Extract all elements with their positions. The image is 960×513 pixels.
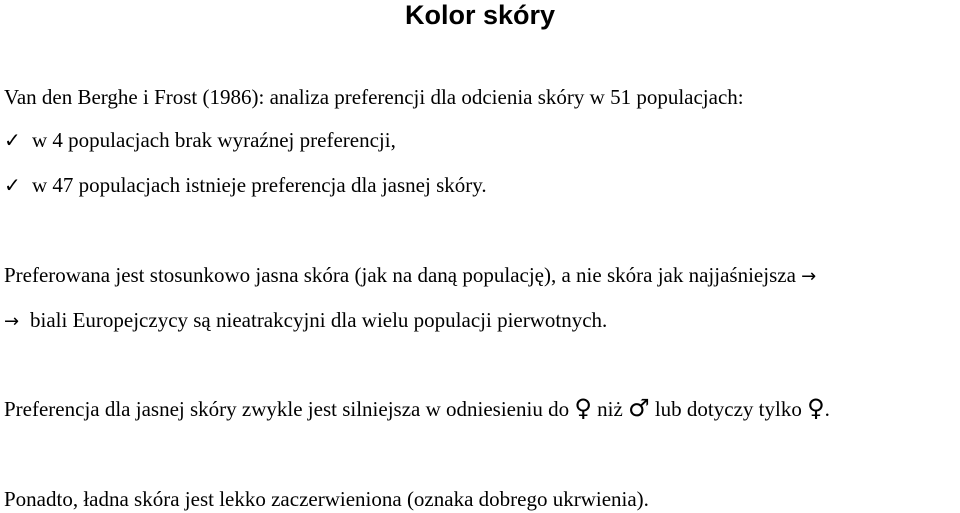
paragraph3-part2: niż	[597, 397, 623, 421]
paragraph2-line2: biali Europejczycy są nieatrakcyjni dla wielu populacji pierwotnych.	[30, 308, 608, 332]
paragraph3-part1: Preferencja dla jasnej skóry zwykle jest silniejsza w odniesieniu do	[4, 397, 570, 421]
checkmark-icon: ✓	[4, 175, 21, 197]
female-symbol-icon: ♀	[574, 394, 592, 422]
paragraph3-part3: lub dotyczy tylko	[654, 397, 802, 421]
page-title: Kolor skóry	[404, 0, 556, 30]
paragraph-line	[4, 307, 607, 335]
check-item	[4, 172, 487, 199]
paragraph4-text: Ponadto, ładna skóra jest lekko zaczerwieniona (oznaka dobrego ukrwienia).	[4, 487, 649, 511]
check-item-text: w 4 populacjach brak wyraźnej preferencji,	[32, 128, 396, 152]
check-item	[4, 127, 396, 154]
arrow-right-icon: →	[4, 311, 20, 332]
paragraph2-line1: Preferowana jest stosunkowo jasna skóra (jak na daną populację), a nie skóra jak najjaśniejsza	[4, 263, 796, 287]
paragraph-line	[4, 396, 830, 422]
male-symbol-icon: ♂	[628, 394, 650, 422]
female-symbol-icon: ♀	[807, 394, 825, 422]
paragraph-line	[4, 262, 816, 290]
arrow-right-icon: →	[801, 266, 817, 287]
checkmark-icon: ✓	[4, 130, 21, 152]
intro-text: Van den Berghe i Frost (1986): analiza preferencji dla odcienia skóry w 51 populacjach:	[4, 85, 744, 109]
paragraph3-end: .	[824, 397, 830, 421]
check-item-text: w 47 populacjach istnieje preferencja dla jasnej skóry.	[32, 173, 487, 197]
